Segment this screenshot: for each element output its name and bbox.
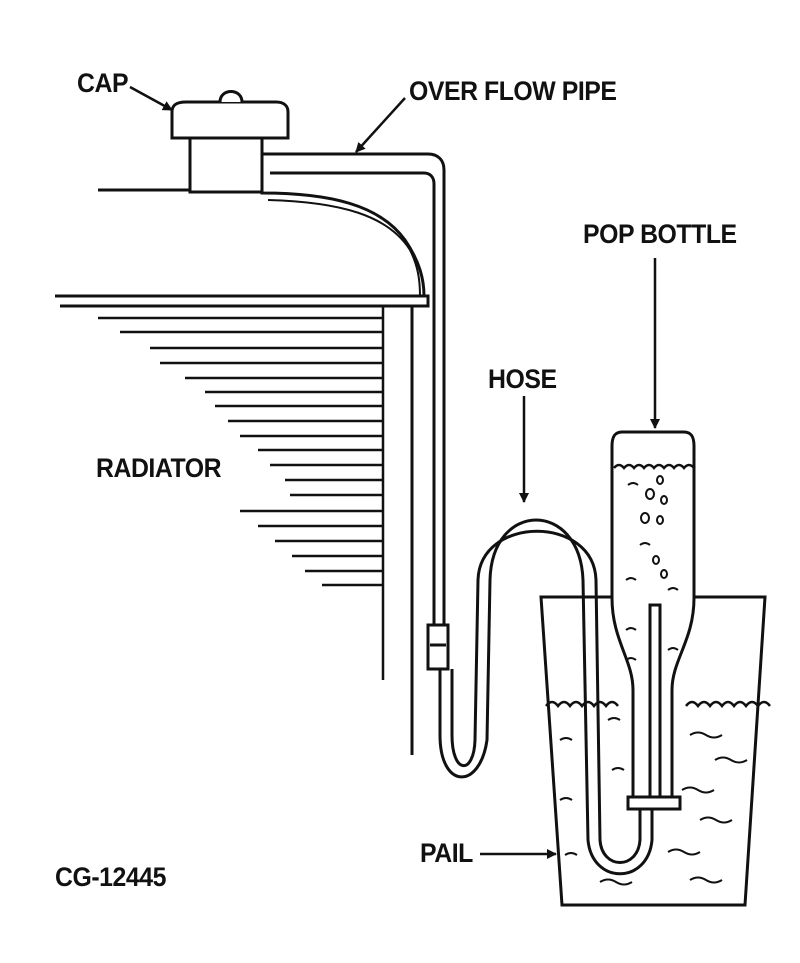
bottle-inner-tube [650,605,660,800]
radiator-top-tank-inner [268,200,420,296]
pail-label: PAIL [420,838,473,868]
hose-label: HOSE [488,364,557,394]
overflow-pipe [262,154,448,669]
figure-id-label: CG-12445 [55,862,166,892]
radiator-label: RADIATOR [96,453,222,483]
radiator-tank-lip [55,296,428,306]
cap-arrow [130,87,172,110]
radiator-fins [98,318,383,585]
overflow-pipe-arrow [356,98,405,152]
pipe-coupling [428,625,448,669]
cap-body [172,102,288,138]
overflow-pipe-label: OVER FLOW PIPE [409,76,617,106]
pipe-outer [262,154,444,625]
pop-bottle [612,432,694,809]
radiator-top-tank [60,190,424,296]
radiator-cap [172,92,288,193]
cap-knob [220,92,242,103]
cap-label: CAP [77,68,129,98]
bottle-base-block [628,797,680,809]
radiator-neck [190,136,262,192]
pop-bottle-label: POP BOTTLE [583,219,737,249]
